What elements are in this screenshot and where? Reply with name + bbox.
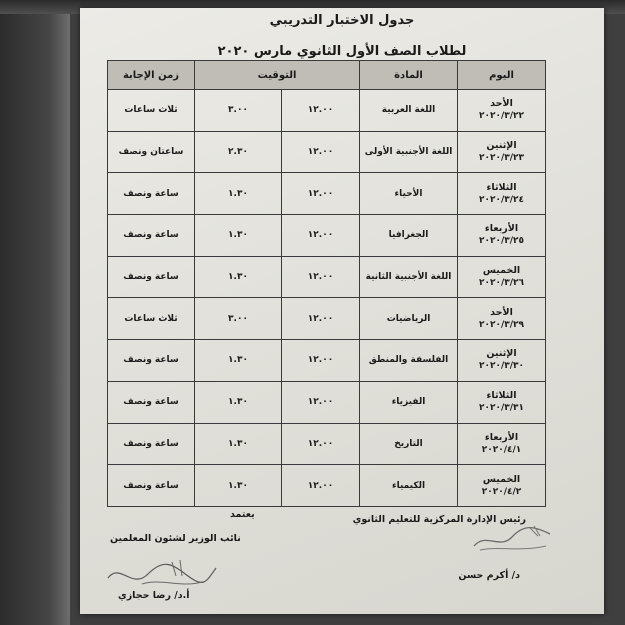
header-timing: التوقيت bbox=[195, 61, 360, 90]
table-row bbox=[108, 465, 546, 507]
cell-end-time: ١.٣٠ bbox=[195, 381, 282, 423]
day-date: ٢٠٢٠/٣/٢٢ bbox=[478, 111, 525, 122]
footer-right-title: رئيس الإدارة المركزية للتعليم الثانوي bbox=[352, 514, 526, 525]
cell-subject: اللغة الأجنبية الثانية bbox=[360, 256, 458, 298]
cell-day bbox=[458, 465, 546, 507]
table-row bbox=[108, 215, 546, 257]
day-name: الأحد bbox=[490, 306, 513, 318]
day-name: الخميس bbox=[482, 473, 521, 485]
cell-duration: ساعة ونصف bbox=[108, 340, 195, 382]
footer-left-title: نائب الوزير لشئون المعلمين bbox=[110, 533, 241, 544]
background-shadow-left bbox=[0, 0, 70, 625]
day-date: ٢٠٢٠/٣/٣١ bbox=[478, 403, 525, 414]
cell-duration: ساعة ونصف bbox=[108, 423, 195, 465]
cell-end-time: ١.٣٠ bbox=[195, 215, 282, 257]
cell-subject: اللغة العربية bbox=[360, 90, 458, 132]
cell-day bbox=[458, 131, 546, 173]
day-name: الأحد bbox=[490, 98, 513, 110]
cell-duration: ساعة ونصف bbox=[108, 215, 195, 257]
document-subtitle: لطلاب الصف الأول الثانوي مارس ٢٠٢٠ bbox=[217, 44, 467, 59]
table-row bbox=[108, 90, 546, 132]
table-header-row bbox=[108, 61, 546, 90]
day-name: الثلاثاء bbox=[486, 181, 517, 193]
cell-subject: الجغرافيا bbox=[360, 215, 458, 257]
footer-left-name: أ.د/ رضا حجازي bbox=[118, 590, 190, 601]
day-name: الأربعاء bbox=[484, 431, 519, 443]
cell-day bbox=[458, 298, 546, 340]
cell-subject: الكيمياء bbox=[360, 465, 458, 507]
cell-day bbox=[458, 90, 546, 132]
cell-start-time: ١٢.٠٠ bbox=[282, 131, 360, 173]
cell-duration: ساعة ونصف bbox=[108, 465, 195, 507]
cell-start-time: ١٢.٠٠ bbox=[282, 90, 360, 132]
table-body bbox=[108, 90, 546, 507]
day-name: الإثنين bbox=[486, 140, 517, 152]
day-date: ٢٠٢٠/٣/٣٠ bbox=[478, 361, 525, 372]
header-subject: المادة bbox=[360, 61, 458, 90]
header-answer-time: زمن الإجابة bbox=[108, 61, 195, 90]
table-row bbox=[108, 423, 546, 465]
cell-subject: الفيزياء bbox=[360, 381, 458, 423]
day-name: الإثنين bbox=[486, 348, 517, 360]
document-title: جدول الاختبار التدريبي bbox=[269, 13, 415, 28]
table-row bbox=[108, 298, 546, 340]
day-date: ٢٠٢٠/٤/١ bbox=[481, 444, 522, 455]
cell-duration: ساعة ونصف bbox=[108, 381, 195, 423]
cell-end-time: ١.٣٠ bbox=[195, 256, 282, 298]
cell-day bbox=[458, 423, 546, 465]
day-name: الأربعاء bbox=[484, 223, 519, 235]
cell-start-time: ١٢.٠٠ bbox=[282, 465, 360, 507]
day-name: الخميس bbox=[482, 265, 521, 277]
table-row bbox=[108, 131, 546, 173]
day-date: ٢٠٢٠/٣/٢٣ bbox=[478, 153, 525, 164]
cell-start-time: ١٢.٠٠ bbox=[282, 256, 360, 298]
cell-start-time: ١٢.٠٠ bbox=[282, 423, 360, 465]
cell-subject: التاريخ bbox=[360, 423, 458, 465]
cell-start-time: ١٢.٠٠ bbox=[282, 215, 360, 257]
table-row bbox=[108, 256, 546, 298]
day-date: ٢٠٢٠/٣/٢٩ bbox=[478, 319, 525, 330]
cell-end-time: ٣.٠٠ bbox=[195, 90, 282, 132]
cell-day bbox=[458, 340, 546, 382]
exam-schedule-table bbox=[107, 60, 546, 507]
cell-day bbox=[458, 381, 546, 423]
cell-subject: اللغة الأجنبية الأولى bbox=[360, 131, 458, 173]
cell-day bbox=[458, 173, 546, 215]
cell-subject: الرياضيات bbox=[360, 298, 458, 340]
day-date: ٢٠٢٠/٣/٢٦ bbox=[478, 278, 525, 289]
header-day: اليوم bbox=[458, 61, 546, 90]
day-date: ٢٠٢٠/٤/٢ bbox=[481, 486, 522, 497]
footer-right-name: د/ أكرم حسن bbox=[458, 570, 520, 581]
day-date: ٢٠٢٠/٣/٢٥ bbox=[478, 236, 525, 247]
table-row bbox=[108, 340, 546, 382]
cell-start-time: ١٢.٠٠ bbox=[282, 298, 360, 340]
paper-sheet bbox=[80, 8, 604, 614]
cell-day bbox=[458, 256, 546, 298]
table-row bbox=[108, 381, 546, 423]
cell-duration: ساعة ونصف bbox=[108, 173, 195, 215]
cell-end-time: ١.٣٠ bbox=[195, 465, 282, 507]
cell-end-time: ١.٣٠ bbox=[195, 340, 282, 382]
cell-duration: ساعتان ونصف bbox=[108, 131, 195, 173]
day-name: الثلاثاء bbox=[486, 390, 517, 402]
signature-right bbox=[470, 522, 556, 558]
table-row bbox=[108, 173, 546, 215]
footer-approved-label: يعتمد bbox=[230, 509, 255, 520]
cell-end-time: ٣.٠٠ bbox=[195, 298, 282, 340]
cell-start-time: ١٢.٠٠ bbox=[282, 340, 360, 382]
cell-end-time: ٢.٣٠ bbox=[195, 131, 282, 173]
cell-end-time: ١.٣٠ bbox=[195, 423, 282, 465]
cell-duration: ساعة ونصف bbox=[108, 256, 195, 298]
cell-subject: الأحياء bbox=[360, 173, 458, 215]
cell-start-time: ١٢.٠٠ bbox=[282, 381, 360, 423]
cell-duration: ثلاث ساعات bbox=[108, 90, 195, 132]
day-date: ٢٠٢٠/٣/٢٤ bbox=[478, 194, 525, 205]
cell-duration: ثلاث ساعات bbox=[108, 298, 195, 340]
cell-start-time: ١٢.٠٠ bbox=[282, 173, 360, 215]
cell-subject: الفلسفة والمنطق bbox=[360, 340, 458, 382]
cell-day bbox=[458, 215, 546, 257]
cell-end-time: ١.٣٠ bbox=[195, 173, 282, 215]
